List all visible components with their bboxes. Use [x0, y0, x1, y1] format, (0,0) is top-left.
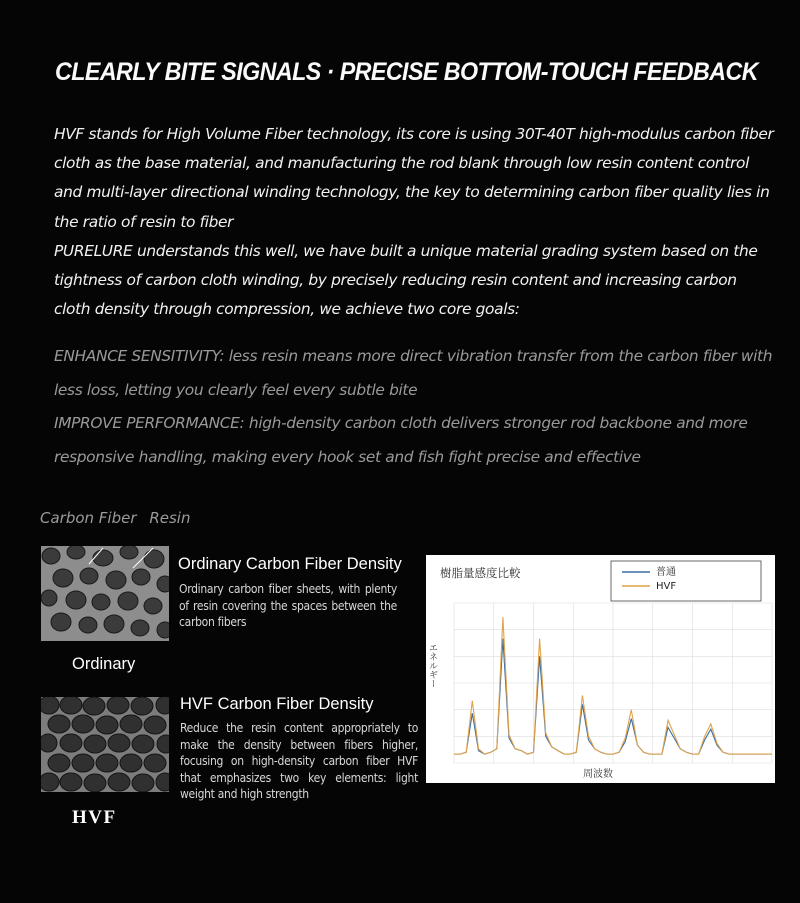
chart-title: 樹脂量感度比較	[440, 566, 521, 580]
page-headline: CLEARLY BITE SIGNALS · PRECISE BOTTOM-TOUCH FEEDBACK	[55, 58, 758, 86]
hvf-fiber-micrograph	[41, 697, 169, 792]
label-resin: Resin	[149, 509, 191, 527]
ordinary-caption: Ordinary	[72, 655, 136, 673]
resin-sensitivity-chart	[426, 555, 775, 783]
hvf-density-description: Reduce the resin content appropriately to make the density between fibers higher, focusing on high-density carbon fiber HVF that emphasizes two key elements: light weight and high strength	[180, 721, 418, 802]
chart-svg	[426, 555, 775, 783]
ordinary-density-description: Ordinary carbon fiber sheets, with plenty of resin covering the spaces between the carbon fibers	[179, 582, 397, 630]
core-goals	[54, 340, 774, 474]
goal-performance: IMPROVE PERFORMANCE: high-density carbon cloth delivers stronger rod backbone and more responsive handling, making every hook set and fish fight precise and effective	[54, 414, 748, 466]
hvf-density-title: HVF Carbon Fiber Density	[180, 695, 374, 713]
chart-legend-label: 普通	[656, 567, 676, 578]
ordinary-fiber-micrograph	[41, 546, 169, 641]
intro-paragraph-hvf: HVF stands for High Volume Fiber technology, its core is using 30T-40T high-modulus carbon fiber cloth as the base material, and manufacturing the rod blank through low resin content control and multi-layer directional winding technology, the key to determining carbon fiber quality lies in the ratio of resin to fiber	[54, 125, 774, 231]
chart-legend-label: HVF	[656, 581, 677, 592]
label-carbon-fiber: Carbon Fiber	[40, 509, 137, 527]
hvf-caption: HVF	[72, 807, 117, 828]
fiber-resin-labels	[40, 509, 198, 527]
ordinary-density-title: Ordinary Carbon Fiber Density	[178, 555, 402, 573]
intro-paragraph-purelure: PURELURE understands this well, we have built a unique material grading system based on the tightness of carbon cloth winding, by precisely reducing resin content and increasing carbon cloth density through compression, we achieve two core goals:	[54, 241, 758, 319]
chart-legend	[611, 561, 761, 601]
chart-ylabel: エネルギー	[427, 643, 437, 688]
intro-text	[54, 120, 774, 324]
goal-sensitivity: ENHANCE SENSITIVITY: less resin means more direct vibration transfer from the carbon fiber with less loss, letting you clearly feel every subtle bite	[54, 347, 773, 399]
chart-xlabel: 周波数	[583, 769, 613, 780]
